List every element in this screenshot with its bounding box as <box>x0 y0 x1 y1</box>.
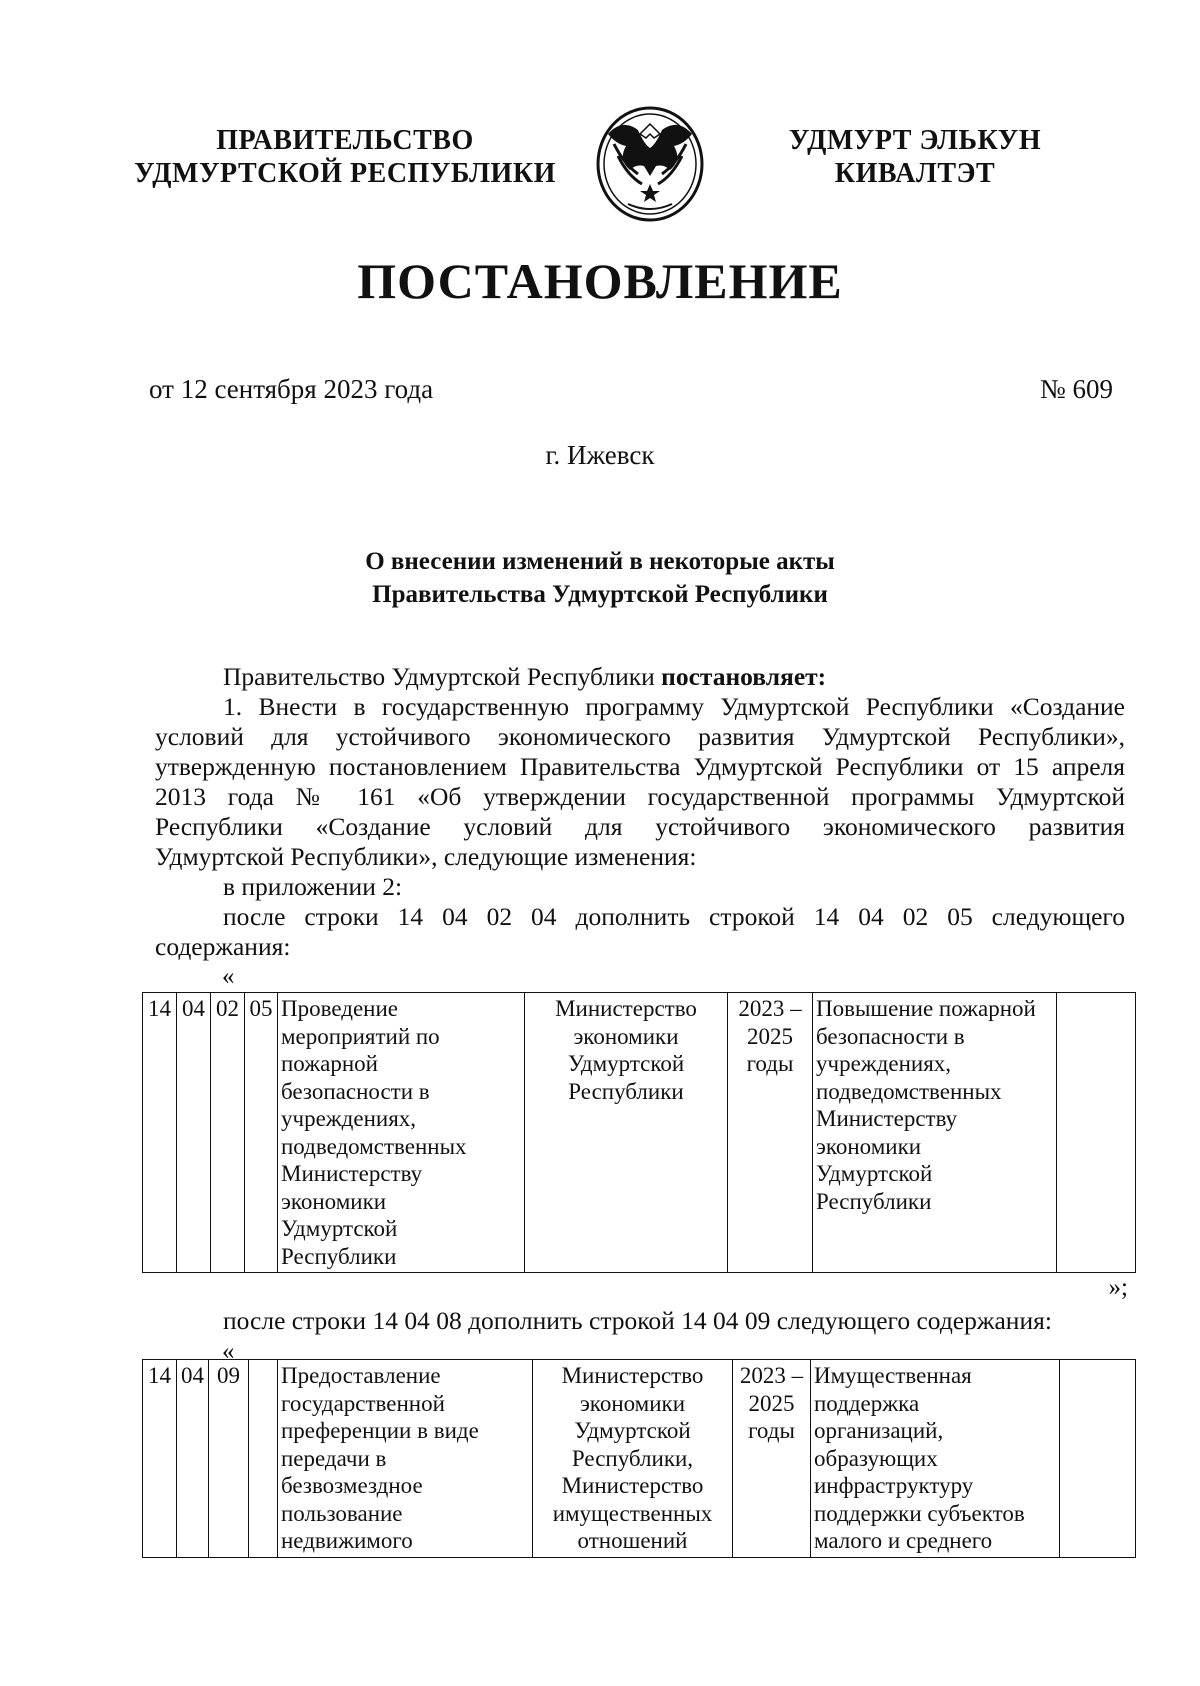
header-right-line-2: КИВАЛТЭТ <box>834 158 996 189</box>
p1-line-1: 1. Внести в государственную программу Удмуртской Республики «Создание <box>223 692 1125 721</box>
code-cell: 04 <box>177 993 211 1273</box>
cell-line: экономики <box>816 1133 922 1159</box>
code-cell: 04 <box>177 1360 209 1558</box>
code-cell: 02 <box>211 993 245 1273</box>
cell-line: 2025 <box>748 1390 795 1416</box>
cell-line: Министерству <box>281 1161 423 1186</box>
cell-line: Министерству <box>816 1106 958 1131</box>
cell-line: Министерство <box>555 996 697 1021</box>
cell-line: государственной <box>281 1390 445 1416</box>
cell-line: недвижимого <box>281 1528 413 1553</box>
extra-cell <box>1057 993 1136 1273</box>
cell-line: малого и среднего <box>814 1528 993 1553</box>
p1-line-2: условий для устойчивого экономического развития Удмуртской Республики», <box>155 722 1125 751</box>
header-government-udm <box>755 124 1075 190</box>
cell-line: мероприятий по <box>281 1023 440 1049</box>
cell-line: Удмуртской <box>567 1051 685 1076</box>
p1-line-4: 2013 года № 161 «Об утверждении государственной программы Удмуртской <box>155 782 1125 811</box>
table-row <box>143 1360 1136 1558</box>
cell-line: Повышение пожарной <box>816 996 1036 1021</box>
quote-open-2: « <box>222 1338 235 1365</box>
cell-line: Министерство <box>561 1473 704 1498</box>
result-cell <box>813 993 1057 1273</box>
body-text <box>155 662 1125 962</box>
cell-line: Республики, <box>571 1445 694 1471</box>
cell-line: годы <box>746 1051 794 1076</box>
p1-line-5: Республики «Создание условий для устойчивого экономического развития <box>155 812 1125 841</box>
cell-line: поддержки субъектов <box>814 1500 1025 1526</box>
cell-line: учреждениях, <box>281 1106 417 1131</box>
cell-line: Удмуртской <box>816 1161 933 1186</box>
document-number: № 609 <box>1039 374 1113 404</box>
cell-line: инфраструктуру <box>814 1473 974 1498</box>
p1-line-3: утвержденную постановлением Правительства Удмуртской Республики от 15 апреля <box>155 752 1125 781</box>
coat-of-arms-icon <box>594 104 706 222</box>
after1-line-2: содержания: <box>155 932 291 961</box>
cell-line: преференции в виде <box>281 1418 479 1443</box>
quote-open-1: « <box>222 963 235 990</box>
code-cell <box>249 1360 278 1558</box>
cell-line: Удмуртской <box>281 1216 398 1241</box>
cell-line: Проведение <box>281 996 398 1021</box>
cell-line: Имущественная <box>814 1363 972 1388</box>
cell-line: безвозмездное <box>281 1473 423 1498</box>
cell-line: экономики <box>579 1390 686 1416</box>
body-text-2 <box>155 1306 1125 1336</box>
amendment-table-2 <box>142 1359 1136 1558</box>
cell-line: безопасности в <box>816 1023 965 1049</box>
executor-cell <box>525 993 728 1273</box>
document-date: от 12 сентября 2023 года <box>149 374 434 404</box>
executor-cell <box>533 1360 733 1558</box>
result-cell <box>811 1360 1060 1558</box>
amendment-table-1 <box>142 992 1136 1273</box>
cell-line: подведомственных <box>281 1133 467 1159</box>
intro-paragraph <box>155 662 1125 692</box>
cell-line: организаций, <box>814 1418 944 1443</box>
document-city: г. Ижевск <box>545 440 655 470</box>
cell-line: 2023 – <box>738 996 802 1021</box>
code-cell: 14 <box>143 993 177 1273</box>
cell-line: подведомственных <box>816 1078 1002 1104</box>
cell-line: имущественных <box>552 1500 713 1526</box>
period-cell <box>733 1360 811 1558</box>
cell-line: Республики <box>281 1243 397 1269</box>
cell-line: Удмуртской <box>574 1418 691 1443</box>
appendix-line: в приложении 2: <box>223 872 403 901</box>
cell-line: годы <box>748 1418 795 1443</box>
document-title: ПОСТАНОВЛЕНИЕ <box>357 253 843 309</box>
code-cell: 05 <box>245 993 278 1273</box>
header-left-line-2: УДМУРТСКОЙ РЕСПУБЛИКИ <box>134 158 556 189</box>
cell-line: пользование <box>281 1500 403 1526</box>
after2-line: после строки 14 04 08 дополнить строкой 14 04 09 следующего содержания: <box>223 1306 1052 1335</box>
p1-line-6: Удмуртской Республики», следующие изменения: <box>155 842 697 871</box>
name-cell <box>278 993 525 1273</box>
header-government-ru <box>120 124 570 190</box>
header-right-line-1: УДМУРТ ЭЛЬКУН <box>788 125 1042 156</box>
period-cell <box>728 993 813 1273</box>
cell-line: Предоставление <box>281 1363 441 1388</box>
code-cell: 09 <box>209 1360 249 1558</box>
document-subject <box>0 545 1200 611</box>
cell-line: экономики <box>281 1188 387 1214</box>
cell-line: передачи в <box>281 1445 387 1471</box>
cell-line: Министерство <box>561 1363 704 1388</box>
extra-cell <box>1060 1360 1136 1558</box>
header-left-line-1: ПРАВИТЕЛЬСТВО <box>216 125 474 156</box>
after1-line-1: после строки 14 04 02 04 дополнить строкой 14 04 02 05 следующего <box>223 902 1125 931</box>
table-row <box>143 993 1136 1273</box>
cell-line: безопасности в <box>281 1078 430 1104</box>
cell-line: Республики <box>816 1188 932 1214</box>
quote-close-1: »; <box>1108 1274 1128 1301</box>
cell-line: учреждениях, <box>816 1051 952 1076</box>
cell-line: 2025 <box>747 1023 793 1049</box>
cell-line: 2023 – <box>739 1363 804 1388</box>
cell-line: отношений <box>577 1528 688 1553</box>
subject-line-1: О внесении изменений в некоторые акты <box>365 548 835 575</box>
intro-plain: Правительство Удмуртской Республики <box>223 662 662 691</box>
cell-line: Республики <box>568 1078 684 1104</box>
cell-line: поддержка <box>814 1390 920 1416</box>
code-cell: 14 <box>143 1360 177 1558</box>
subject-line-2: Правительства Удмуртской Республики <box>372 581 828 608</box>
intro-bold: постановляет: <box>661 662 827 691</box>
cell-line: образующих <box>814 1445 938 1471</box>
name-cell <box>278 1360 533 1558</box>
cell-line: экономики <box>573 1023 679 1049</box>
cell-line: пожарной <box>281 1051 378 1076</box>
